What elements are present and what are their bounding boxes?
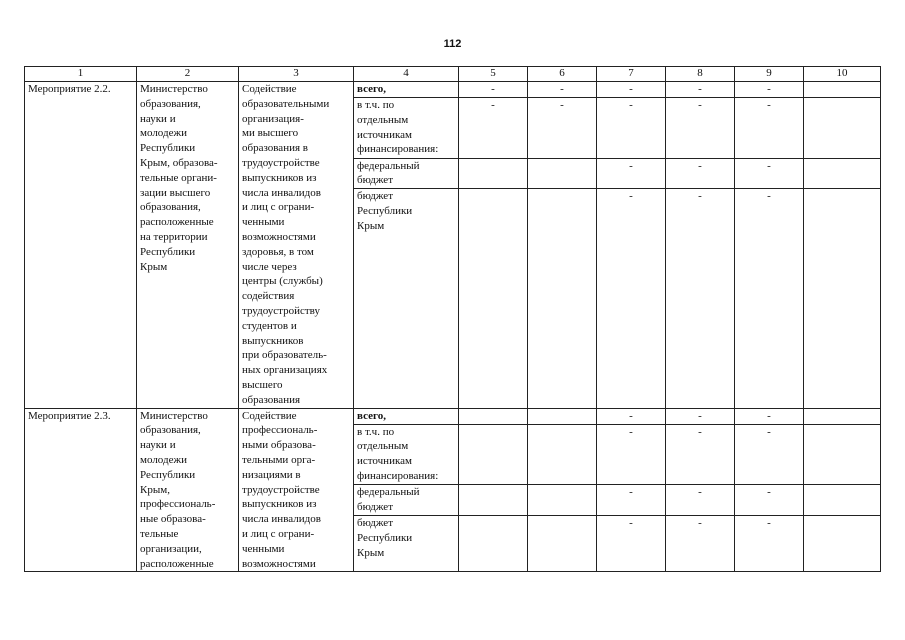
activity-description: Содействие образовательными организация- ми высшего образования в трудоустройстве выпускников из числа инвалидов и лиц с ограни- ченными возможностями здоровья, в том числе через центры (службы) содействия трудоустройству студентов и выпускников при образователь- ных организациях высшего образования: [239, 82, 354, 409]
value-cell: [528, 158, 597, 189]
funding-source: бюджет Республики Крым: [354, 515, 459, 571]
value-cell: [459, 189, 528, 408]
column-header: 8: [666, 67, 735, 82]
column-header: 6: [528, 67, 597, 82]
funding-source: федеральный бюджет: [354, 158, 459, 189]
column-header: 7: [597, 67, 666, 82]
value-cell: -: [666, 424, 735, 485]
value-cell: -: [735, 82, 804, 98]
value-cell: -: [735, 424, 804, 485]
value-cell: [459, 424, 528, 485]
funding-source: бюджет Республики Крым: [354, 189, 459, 408]
value-cell: [804, 98, 881, 159]
column-header: 2: [137, 67, 239, 82]
value-cell: -: [666, 515, 735, 571]
value-cell: [804, 424, 881, 485]
funding-source: в т.ч. по отдельным источникам финансирования:: [354, 98, 459, 159]
column-header: 1: [25, 67, 137, 82]
value-cell: -: [597, 515, 666, 571]
activity-executor: Министерство образования, науки и молодежи Республики Крым, образова- тельные органи- зации высшего образования, расположенные на территории Республики Крым: [137, 82, 239, 409]
funding-table: [24, 66, 881, 572]
page-number: 112: [443, 38, 462, 50]
value-cell: -: [666, 408, 735, 424]
value-cell: -: [597, 98, 666, 159]
value-cell: [459, 485, 528, 516]
table-row: [25, 408, 881, 424]
header-row: [25, 67, 881, 82]
activity-name: Мероприятие 2.3.: [25, 408, 137, 572]
value-cell: -: [735, 485, 804, 516]
value-cell: -: [597, 158, 666, 189]
value-cell: -: [597, 189, 666, 408]
value-cell: -: [666, 189, 735, 408]
value-cell: [804, 82, 881, 98]
value-cell: [528, 189, 597, 408]
value-cell: -: [597, 408, 666, 424]
value-cell: -: [735, 189, 804, 408]
activity-description: Содействие профессиональ- ными образова- тельными орга- низациями в трудоустройстве выпускников из числа инвалидов и лиц с ограни- ченными возможностями: [239, 408, 354, 572]
column-header: 3: [239, 67, 354, 82]
value-cell: [459, 515, 528, 571]
value-cell: [804, 189, 881, 408]
activity-name: Мероприятие 2.2.: [25, 82, 137, 409]
value-cell: [528, 515, 597, 571]
funding-source: всего,: [354, 82, 459, 98]
value-cell: -: [459, 82, 528, 98]
funding-source: всего,: [354, 408, 459, 424]
value-cell: -: [597, 485, 666, 516]
value-cell: -: [597, 424, 666, 485]
value-cell: [804, 515, 881, 571]
value-cell: -: [735, 515, 804, 571]
funding-source: федеральный бюджет: [354, 485, 459, 516]
table-row: [25, 82, 881, 98]
column-header: 4: [354, 67, 459, 82]
value-cell: [528, 408, 597, 424]
value-cell: [804, 408, 881, 424]
value-cell: -: [666, 158, 735, 189]
value-cell: -: [666, 485, 735, 516]
value-cell: [804, 485, 881, 516]
column-header: 9: [735, 67, 804, 82]
activity-executor: Министерство образования, науки и молодежи Республики Крым, профессиональ- ные образова- тельные организации, расположенные: [137, 408, 239, 572]
value-cell: -: [666, 82, 735, 98]
value-cell: -: [735, 158, 804, 189]
value-cell: -: [735, 408, 804, 424]
column-header: 10: [804, 67, 881, 82]
value-cell: -: [528, 82, 597, 98]
value-cell: -: [528, 98, 597, 159]
value-cell: [459, 408, 528, 424]
value-cell: -: [597, 82, 666, 98]
funding-source: в т.ч. по отдельным источникам финансирования:: [354, 424, 459, 485]
value-cell: -: [735, 98, 804, 159]
value-cell: [528, 424, 597, 485]
value-cell: [804, 158, 881, 189]
column-header: 5: [459, 67, 528, 82]
value-cell: -: [666, 98, 735, 159]
value-cell: [459, 158, 528, 189]
value-cell: -: [459, 98, 528, 159]
value-cell: [528, 485, 597, 516]
